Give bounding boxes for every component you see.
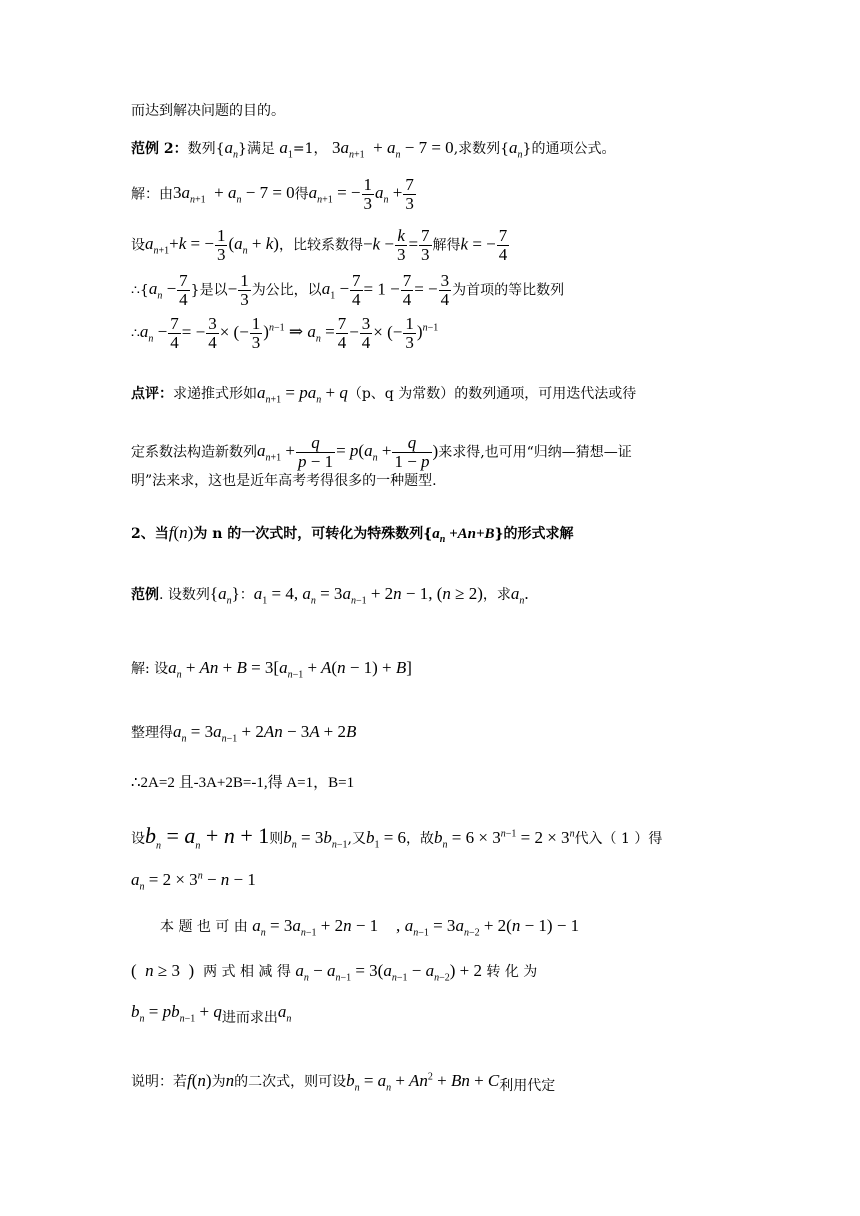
solution-text: 整理得 (131, 725, 173, 741)
note-text: 利用代定 (499, 1078, 556, 1094)
math: ) (432, 441, 439, 461)
fraction: $\frac{3}{4}$ (440, 271, 450, 309)
comment-line-3: 明”法来求，这也是近年高考考得很多的一种题型. (131, 473, 437, 489)
math: $a_{n+1}$ = − (308, 183, 361, 206)
solution2-line-8 (131, 1003, 291, 1024)
comment-text: 定系数法构造新数列 (131, 444, 257, 461)
fraction: $\frac{7}{4}$ (337, 314, 347, 352)
solution-text: 代入（ 1 ）得 (574, 831, 663, 847)
fraction: $\frac{q}{1 - p}$ (394, 433, 430, 471)
solution-text: 进而求出 (221, 1010, 278, 1026)
example-2-text: }的通项公式。 (522, 141, 616, 157)
solution-line-2 (131, 227, 510, 264)
solution2-line-6 (160, 917, 579, 938)
math: $b_n = 6 \times 3^{n-1} = 2 \times 3^n$ (434, 828, 575, 851)
math: $a_n = 2 \times 3^n - n - 1$ (131, 870, 256, 893)
math: $a_{n+1}+k$ = − (145, 234, 214, 257)
note-line (131, 1072, 555, 1093)
math: k = − (460, 234, 496, 254)
math: $3a_{n+1} + a_n - 7 = 0$ (173, 183, 295, 206)
math: )$^{n-1}$ ⇒ (263, 322, 308, 342)
math: $\{a_n\}$ (209, 584, 240, 607)
math: $a_n$ − (148, 279, 177, 302)
math: = (408, 234, 419, 254)
math: n (225, 1071, 235, 1090)
solution-text: 解得 (432, 237, 461, 254)
example-3-text: ： (239, 587, 254, 603)
solution-text: 解：由 (131, 186, 173, 203)
solution-text: ∴ (131, 325, 140, 342)
fraction: $\frac{1}{3}$ (363, 175, 372, 213)
fraction: $\frac{7}{4}$ (352, 271, 361, 309)
example-2-text: 数列{ (187, 141, 225, 157)
math: = − (414, 279, 438, 299)
fraction: $\frac{3}{4}$ (208, 314, 217, 352)
example-2-statement (131, 139, 615, 160)
math: $a_n$ − (139, 322, 168, 345)
comment-line-1 (131, 384, 636, 405)
fraction: $\frac{1}{3}$ (405, 314, 414, 352)
math: $a_n$. (510, 584, 529, 607)
math: $a_n = 3a_{n-1} + 2n - 1$ (252, 916, 379, 939)
math: $a_1$ (279, 138, 293, 161)
comment-label: 点评： (131, 386, 173, 402)
math: f(n) (187, 1071, 212, 1090)
math: − (227, 279, 238, 299)
math: × (− (219, 322, 249, 342)
solution-text: ，比较系数得 (278, 237, 363, 254)
comment-text: 来求得,也可用“归纳—猜想—证 (438, 444, 632, 461)
comment-text: （p、q 为常数）的数列通项，可用迭代法或待 (347, 386, 637, 402)
note-text: 为 (211, 1074, 226, 1090)
math: $b_1 = 6$ (365, 828, 407, 851)
fraction: $\frac{7}{4}$ (179, 271, 188, 309)
math: $a_n = 3a_{n-1} + 2An - 3A + 2B$ (173, 722, 357, 745)
fraction: $\frac{7}{4}$ (170, 314, 179, 352)
example-2-text: }满足 (238, 141, 275, 157)
section-text: 2、当 (131, 526, 169, 542)
fraction: $\frac{7}{4}$ (498, 226, 508, 264)
solution2-line-2 (131, 723, 356, 744)
solution-text: 本 题 也 可 由 (160, 919, 248, 935)
math: $(a_n + k)$ (228, 234, 279, 257)
math: × (− (373, 322, 403, 342)
solution2-line-4 (131, 825, 662, 851)
math: $a_{n+1} = pa_n + q$ (257, 383, 348, 406)
fraction: $\frac{1}{3}$ (240, 271, 249, 309)
solution-text: 两 式 相 减 得 (203, 964, 291, 980)
math: − (349, 322, 359, 342)
fraction: $\frac{1}{3}$ (251, 314, 261, 352)
note-text: 的二次式，则可设 (234, 1074, 347, 1090)
math: )$^{n-1}$ (416, 322, 439, 342)
solution-text: 为公比，以 (251, 282, 322, 299)
section-text: }的形式求解 (494, 526, 574, 542)
example-2-text: =1， (292, 141, 328, 157)
math: $b_n = pb_{n-1} + q$ (131, 1002, 222, 1025)
math: $a_n$ = (307, 322, 335, 345)
intro-tail: 而达到解决问题的目的。 (131, 103, 285, 119)
math: , (396, 916, 401, 935)
solution2-line-1 (131, 659, 412, 680)
example-3-label: 范例 (131, 587, 159, 603)
comment-text: 求递推式形如 (173, 386, 257, 402)
section-2-heading (131, 524, 574, 545)
solution-line-1 (131, 176, 417, 213)
math: = 1 − (363, 279, 400, 299)
example-3-text: ，求 (482, 587, 511, 603)
solution-text: 设 (131, 237, 145, 254)
fraction: $\frac{3}{4}$ (361, 314, 371, 352)
math: $a_1 = 4$, $a_n = 3a_{n-1} + 2n - 1$, (n ≥ 2) (253, 584, 483, 607)
math: $a_{n-1} = 3a_{n-2} + 2(n - 1) - 1$ (404, 916, 580, 939)
math: $a_n - a_{n-1} = 3(a_{n-1} - a_{n-2}) + 2$ (295, 961, 482, 984)
fraction: $\frac{1}{3}$ (216, 226, 226, 264)
solution-text: 解: 设 (131, 661, 169, 677)
fraction: $\frac{k}{3}$ (396, 226, 406, 264)
math: $a_n$ + (375, 183, 403, 206)
example-3-text: . 设数列 (159, 587, 210, 603)
solution-line-4 (131, 315, 438, 352)
math: $b_n = a_n + n + 1$ (145, 823, 270, 852)
solution2-line-7 (131, 962, 537, 983)
solution-text: 为首项的等比数列 (452, 282, 565, 299)
note-text: 说明：若 (131, 1074, 187, 1090)
math: $b_n = 3b_{n-1}$ (283, 828, 348, 851)
math: ( n ≥ 3 ) (131, 961, 195, 980)
math: $a_1$ − (321, 279, 350, 302)
math: −k − (362, 234, 394, 254)
math: = − (181, 322, 206, 342)
math: $a_n + An + B = 3[a_{n-1} + A(n - 1) + B]$ (168, 658, 412, 681)
solution2-line-5 (131, 871, 256, 892)
math: $a_{n+1}$ + (257, 441, 295, 464)
math: $3a_{n+1} + a_n - 7 = 0$ (332, 138, 454, 161)
math: f(n) (168, 523, 194, 542)
fraction: $\frac{7}{4}$ (402, 271, 412, 309)
math: $a_n +An+B$ (432, 526, 495, 545)
solution-text: ，故 (406, 831, 435, 847)
example-2-text: ,求数列{ (453, 141, 510, 157)
fraction: $\frac{7}{3}$ (421, 226, 430, 264)
solution-text: 设 (131, 831, 145, 847)
solution-line-3 (131, 272, 564, 309)
solution-text: ∴{ (131, 282, 149, 299)
section-text: 为 n 的一次式时，可转化为特殊数列{ (193, 526, 433, 542)
example-2-label: 范例 2： (131, 141, 188, 157)
fraction: $\frac{7}{3}$ (405, 175, 414, 213)
solution-text: ,又 (347, 831, 366, 847)
math: = $p(a_n$ + (336, 441, 392, 464)
example-3-statement (131, 585, 529, 606)
solution-text: 得 (294, 186, 309, 203)
fraction: $\frac{q}{p - 1}$ (297, 433, 334, 471)
solution-text: 则 (269, 831, 284, 847)
solution2-line-3: ∴2A=2 且-3A+2B=-1,得 A=1，B=1 (131, 775, 355, 791)
math: $a_n$ (509, 138, 523, 161)
solution-text: }是以 (190, 282, 228, 299)
math: $b_n = a_n + An^2 + Bn + C$ (346, 1071, 500, 1094)
solution-text: 转 化 为 (486, 964, 538, 980)
math: $a_n$ (224, 138, 239, 161)
comment-line-2 (131, 434, 632, 471)
math: $a_n$ (277, 1002, 292, 1025)
